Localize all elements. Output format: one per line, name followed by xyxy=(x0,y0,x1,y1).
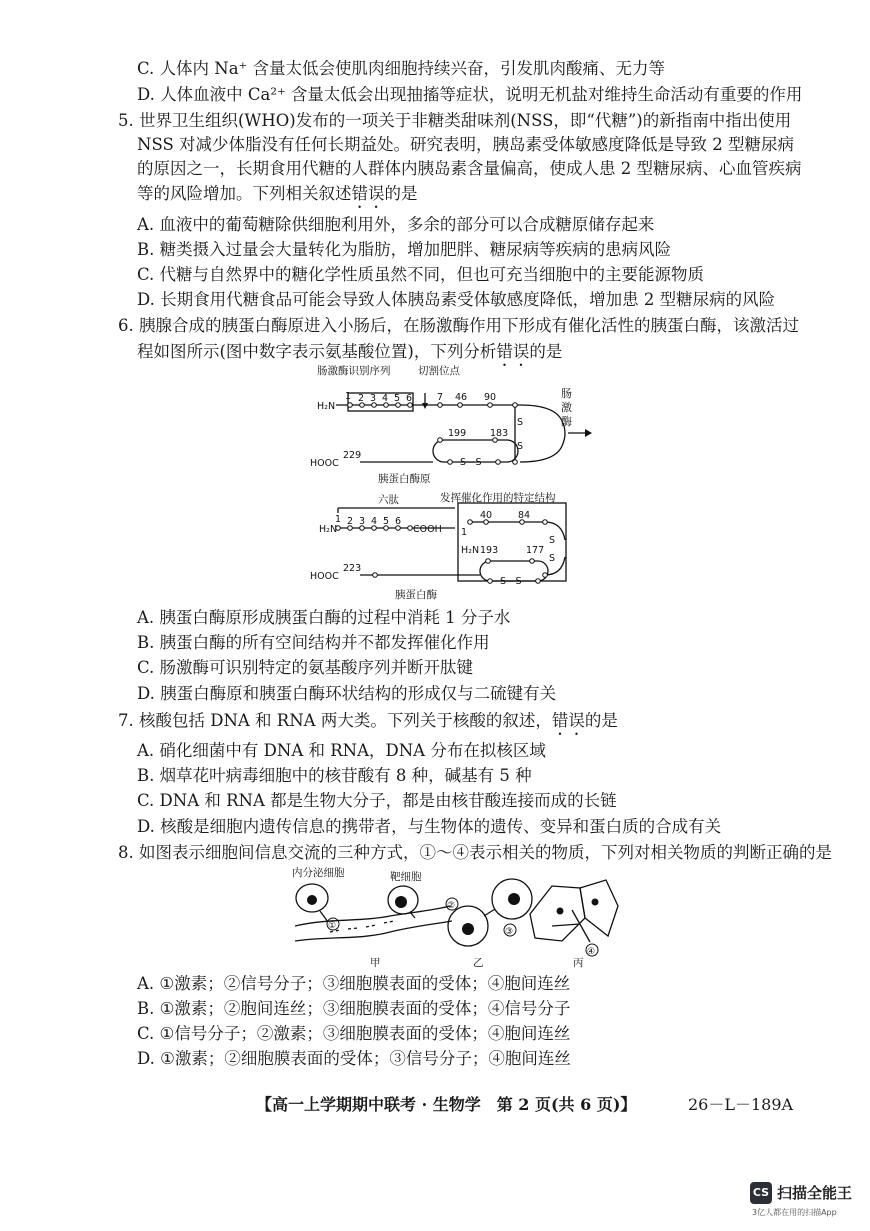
b-num-5: 5 xyxy=(383,516,390,527)
num-4: 4 xyxy=(382,393,389,404)
marker-4: ④ xyxy=(587,947,596,957)
num-229: 229 xyxy=(343,450,362,461)
b-num-6: 6 xyxy=(395,516,402,527)
q6-option-b: B. 胰蛋白酶的所有空间结构并不都发挥催化作用 xyxy=(137,633,490,652)
q8-option-c: C. ①信号分子；②激素；③细胞膜表面的受体；④胞间连丝 xyxy=(137,1024,571,1043)
q7-option-d: D. 核酸是细胞内遗传信息的携带者，与生物体的遗传、变异和蛋白质的合成有关 xyxy=(137,817,722,836)
watermark-app-name: 扫描全能王 xyxy=(777,1184,853,1202)
num-3: 3 xyxy=(370,393,377,404)
recognition-sequence-label: 肠激酶识别序列 xyxy=(317,365,391,377)
q8-stem: 8. 如图表示细胞间信息交流的三种方式，①～④表示相关的物质，下列对相关物质的判断正确的是 xyxy=(118,843,832,862)
num-6: 6 xyxy=(406,393,413,404)
scanner-watermark xyxy=(750,1180,865,1225)
q6-option-a: A. 胰蛋白酶原形成胰蛋白酶的过程中消耗 1 分子水 xyxy=(137,608,511,627)
cell-signaling-figure xyxy=(290,866,620,971)
target-cell-label: 靶细胞 xyxy=(390,871,422,883)
trypsinogen-caption: 胰蛋白酶原 xyxy=(378,473,431,485)
num-5: 5 xyxy=(394,393,401,404)
q8-option-a: A. ①激素；②信号分子；③细胞膜表面的受体；④胞间连丝 xyxy=(137,974,571,993)
q7-emphasis: 错误 xyxy=(551,711,585,730)
page-footer-title: 【高一上学期期中联考 · 生物学 第 2 页(共 6 页)】 xyxy=(256,1095,637,1114)
marker-2: ② xyxy=(447,901,456,911)
enterokinase-label-3: 酶 xyxy=(561,415,572,428)
camscanner-logo-icon: CS xyxy=(750,1182,772,1204)
q6-option-d: D. 胰蛋白酶原和胰蛋白酶环状结构的形成仅与二硫键有关 xyxy=(137,684,557,703)
num-199: 199 xyxy=(448,428,467,439)
q6-stem-line1: 6. 胰腺合成的胰蛋白酶原进入小肠后，在肠激酶作用下形成有催化活性的胰蛋白酶，该激活过 xyxy=(118,316,799,335)
q5-emphasis: 错误 xyxy=(351,184,385,203)
watermark-slogan: 3亿人都在用的扫描App xyxy=(752,1208,837,1217)
ss-top-1: S xyxy=(517,417,524,428)
q6-emphasis: 错误 xyxy=(496,342,530,361)
q7-option-a: A. 硝化细菌中有 DNA 和 RNA，DNA 分布在拟核区域 xyxy=(137,741,546,760)
cleavage-site-label: 切割位点 xyxy=(418,365,460,377)
marker-1: ① xyxy=(328,921,337,931)
b-num-177: 177 xyxy=(526,545,545,556)
q5-stem-line4 xyxy=(137,183,418,212)
trypsinogen-nh2: H₂N xyxy=(317,401,336,412)
b-num-3: 3 xyxy=(359,516,366,527)
hexapeptide-label: 六肽 xyxy=(378,494,399,506)
q4-option-d: D. 人体血液中 Ca²⁺ 含量太低会出现抽搐等症状，说明无机盐对维持生命活动有重要的作用 xyxy=(137,85,803,104)
b-num-1: 1 xyxy=(335,514,342,525)
num-90: 90 xyxy=(484,392,497,403)
trypsin-hooc: HOOC xyxy=(310,571,339,582)
ss-bot-1: S xyxy=(549,535,556,546)
q5-stem-line1: 5. 世界卫生组织(WHO)发布的一项关于非糖类甜味剂(NSS，即“代糖”)的新指南中指出使用 xyxy=(118,111,792,130)
b-num-2: 2 xyxy=(347,516,354,527)
ss-top-2: S xyxy=(517,441,524,452)
q6-option-c: C. 肠激酶可识别特定的氨基酸序列并断开肽键 xyxy=(137,658,474,677)
exam-code: 26－L－189A xyxy=(688,1095,794,1114)
trypsin-h2n: H₂N xyxy=(461,545,480,556)
q5-option-a: A. 血液中的葡萄糖除供细胞利用外，多余的部分可以合成糖原储存起来 xyxy=(137,215,655,234)
special-structure-label: 发挥催化作用的特定结构 xyxy=(440,492,556,504)
ss-bond-top: S—S xyxy=(460,457,482,468)
q8-option-d: D. ①激素；②细胞膜表面的受体；③信号分子；④胞间连丝 xyxy=(137,1049,571,1068)
num-7: 7 xyxy=(437,392,444,403)
hexapeptide-h2n: H₂N xyxy=(319,524,338,535)
enterokinase-label-1: 肠 xyxy=(561,387,572,400)
label-yi: 乙 xyxy=(473,957,484,969)
trypsinogen-activation-figure xyxy=(300,365,630,605)
q4-option-c: C. 人体内 Na⁺ 含量太低会使肌肉细胞持续兴奋，引发肌肉酸痛、无力等 xyxy=(137,59,665,78)
q5-option-b: B. 糖类摄入过量会大量转化为脂肪，增加肥胖、糖尿病等疾病的患病风险 xyxy=(137,240,672,259)
marker-3: ③ xyxy=(505,927,514,937)
plant-cell-1 xyxy=(530,886,585,941)
q7-stem-text: 7. 核酸包括 DNA 和 RNA 两大类。下列关于核酸的叙述， xyxy=(118,711,552,730)
num-183: 183 xyxy=(490,428,509,439)
q8-option-b: B. ①激素；②胞间连丝；③细胞膜表面的受体；④信号分子 xyxy=(137,999,571,1018)
b-num-223: 223 xyxy=(343,563,362,574)
trypsin-caption: 胰蛋白酶 xyxy=(395,589,437,601)
label-bing: 丙 xyxy=(573,957,584,969)
hexapeptide-cooh: COOH xyxy=(413,524,442,535)
q5-stem-end: 的是 xyxy=(384,184,418,203)
b-num-1b: 1 xyxy=(461,527,468,538)
q6-stem-end: 的是 xyxy=(529,342,563,361)
q5-stem-line3: 的原因之一，长期食用代糖的人群体内胰岛素含量偏高，使成人患 2 型糖尿病、心血管疾病 xyxy=(137,159,802,178)
num-1: 1 xyxy=(345,391,352,402)
num-2: 2 xyxy=(358,393,365,404)
trypsinogen-hooc: HOOC xyxy=(310,458,339,469)
q7-option-b: B. 烟草花叶病毒细胞中的核苷酸有 8 种，碱基有 5 种 xyxy=(137,766,532,785)
q5-stem-text: 等的风险增加。下列相关叙述 xyxy=(137,184,352,203)
b-num-40: 40 xyxy=(480,510,493,521)
label-jia: 甲 xyxy=(370,957,381,969)
enterokinase-label-2: 激 xyxy=(561,401,572,414)
q7-stem xyxy=(118,710,618,739)
endocrine-cell-label: 内分泌细胞 xyxy=(292,867,345,879)
num-46: 46 xyxy=(455,392,468,403)
b-num-4: 4 xyxy=(371,516,378,527)
q5-stem-line2: NSS 对减少体脂没有任何长期益处。研究表明，胰岛素受体敏感度降低是导致 2 型糖尿病 xyxy=(137,135,794,154)
plant-cell-2 xyxy=(580,880,618,936)
b-num-84: 84 xyxy=(518,510,531,521)
q7-option-c: C. DNA 和 RNA 都是生物大分子，都是由核苷酸连接而成的长链 xyxy=(137,791,617,810)
q7-stem-end: 的是 xyxy=(584,711,618,730)
q5-option-d: D. 长期食用代糖食品可能会导致人体胰岛素受体敏感度降低，增加患 2 型糖尿病的风险 xyxy=(137,290,776,309)
ss-bond-bot: S—S xyxy=(500,576,522,587)
ss-bot-2: S xyxy=(549,553,556,564)
q6-stem-text: 程如图所示(图中数字表示氨基酸位置)，下列分析 xyxy=(137,342,497,361)
q5-option-c: C. 代糖与自然界中的糖化学性质虽然不同，但也可充当细胞中的主要能源物质 xyxy=(137,265,705,284)
b-num-193: 193 xyxy=(480,545,499,556)
